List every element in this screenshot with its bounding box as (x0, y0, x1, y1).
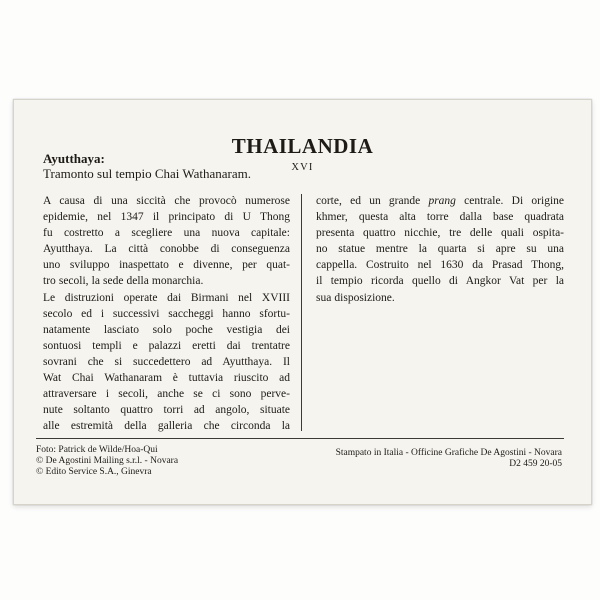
body-text-line: fu costretto a scegliere una nuova capitale: (43, 227, 290, 240)
caption-location: Ayutthaya: (43, 151, 105, 166)
footer-credits (36, 445, 178, 478)
body-text-line: nute soltanto quattro torri ad angolo, situate (43, 404, 290, 417)
column-divider (301, 194, 302, 431)
body-text-line: cappella. Costruito nel 1630 da Prasad Thong, (316, 259, 564, 272)
body-text-line: Wat Chai Wathanaram è tuttavia riuscito ad (43, 372, 290, 385)
caption-description: Tramonto sul tempio Chai Wathanaram. (43, 166, 252, 181)
publisher-credit-2: © Edito Service S.A., Ginevra (36, 467, 152, 477)
body-text-line: no statue mentre la quarta si apre su una (316, 243, 564, 256)
body-text-line: sovrani che si succedettero ad Ayutthaya. Il (43, 355, 290, 368)
body-text-line: corte, ed un grande prang centrale. Di origine (316, 195, 564, 207)
catalog-code: D2 459 20-05 (509, 459, 562, 469)
body-text-line: khmer, questa alta torre dalla base quadrata (316, 211, 564, 224)
body-text-line: A causa di una siccità che provocò numerose (43, 195, 290, 207)
body-column-left (43, 193, 290, 434)
body-text-line: sontuosi templi e palazzi eretti dai trentatre (43, 339, 290, 352)
body-text-line: natamente lasciato solo poche vestigia dei (43, 323, 290, 336)
card-title: THAILANDIA (231, 134, 374, 158)
body-column-right (316, 193, 564, 306)
publisher-credit: © De Agostini Mailing s.r.l. - Novara (36, 456, 179, 466)
body-text-line: Ayutthaya. La città conobbe di conseguenza (43, 243, 290, 256)
body-text-line: il tempio ricorda quello di Angkor Vat per la (316, 275, 564, 288)
body-text-line: Le distruzioni operate dai Birmani nel XVIII (43, 291, 290, 304)
body-text-line: alle estremità della galleria che circonda la (43, 420, 290, 433)
body-text-line: epidemie, nel 1347 il principato di U Thong (43, 211, 290, 224)
body-text-line: uno sviluppo inaspettato e divenne, per quat- (43, 259, 290, 272)
print-info: Stampato in Italia - Officine Grafiche De Agostini - Novara (335, 448, 562, 458)
footer-print-info (336, 448, 562, 470)
body-text-line: secolo ed i successivi saccheggi hanno sfortu- (43, 307, 290, 320)
photo-credit: Foto: Patrick de Wilde/Hoa-Qui (36, 445, 158, 455)
body-text-line: sua disposizione. (316, 291, 395, 304)
body-text-line: presenta quattro nicchie, tre delle quali ospita- (316, 227, 564, 240)
footer-divider (36, 438, 564, 439)
body-text-line: attraversare i secoli, anche se ci sono perve- (43, 388, 290, 401)
body-text-line: tro secoli, la sede della monarchia. (43, 275, 204, 288)
postcard-back (13, 99, 592, 505)
card-number: XVI (291, 162, 314, 173)
